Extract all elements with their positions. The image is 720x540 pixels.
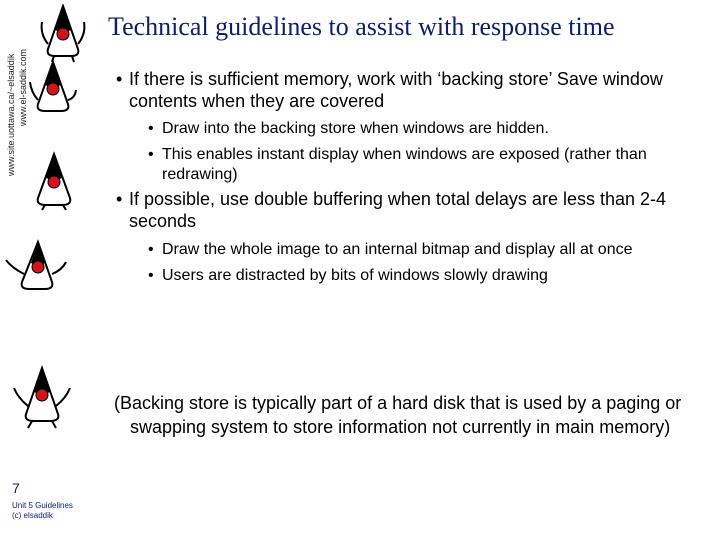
note-text: (Backing store is typically part of a hard disk that is used by a paging or swapping system to store information not currently in main memory) [114,393,682,437]
bullet-glyph: • [148,120,154,137]
duke-mascot-icon [30,150,78,212]
sub-bullet-item [148,240,708,260]
backing-store-note [114,391,704,439]
bullet-glyph: • [116,69,123,89]
side-url-secondary: www.el-saddik.com [18,48,28,126]
bullet-glyph: • [148,267,154,284]
bullet-glyph: • [116,189,123,209]
duke-mascot-icon [4,238,68,298]
side-url-primary: www.site.uottawa.ca/~elsaddik [6,53,16,176]
sub-bullet-text: Draw into the backing store when windows are hidden. [162,120,549,137]
bullet-glyph: • [148,241,154,258]
sub-bullet-item [148,145,708,185]
bullet-text: If there is sufficient memory, work with ‘backing store’ Save window contents when they are covered [129,69,663,111]
bullet-text: If possible, use double buffering when total delays are less than 2-4 seconds [129,189,667,231]
page-number: 7 [12,480,20,496]
slide-footer [12,501,73,521]
sub-bullet-item [148,119,708,139]
slide-title: Technical guidelines to assist with response time [108,12,615,41]
bullet-item [116,188,702,232]
bullet-glyph: • [148,146,154,163]
duke-mascot-icon [10,362,74,430]
footer-copyright: (c) elsaddik [12,511,53,520]
sub-bullet-text: This enables instant display when windows are exposed (rather than redrawing) [162,146,647,183]
duke-mascot-icon [38,4,88,64]
duke-mascot-icon [28,58,78,118]
sub-bullet-item [148,266,708,286]
footer-unit: Unit 5 Guidelines [12,501,73,510]
sub-bullet-text: Draw the whole image to an internal bitmap and display all at once [162,241,633,258]
bullet-item [116,68,696,112]
sub-bullet-text: Users are distracted by bits of windows slowly drawing [162,267,548,284]
